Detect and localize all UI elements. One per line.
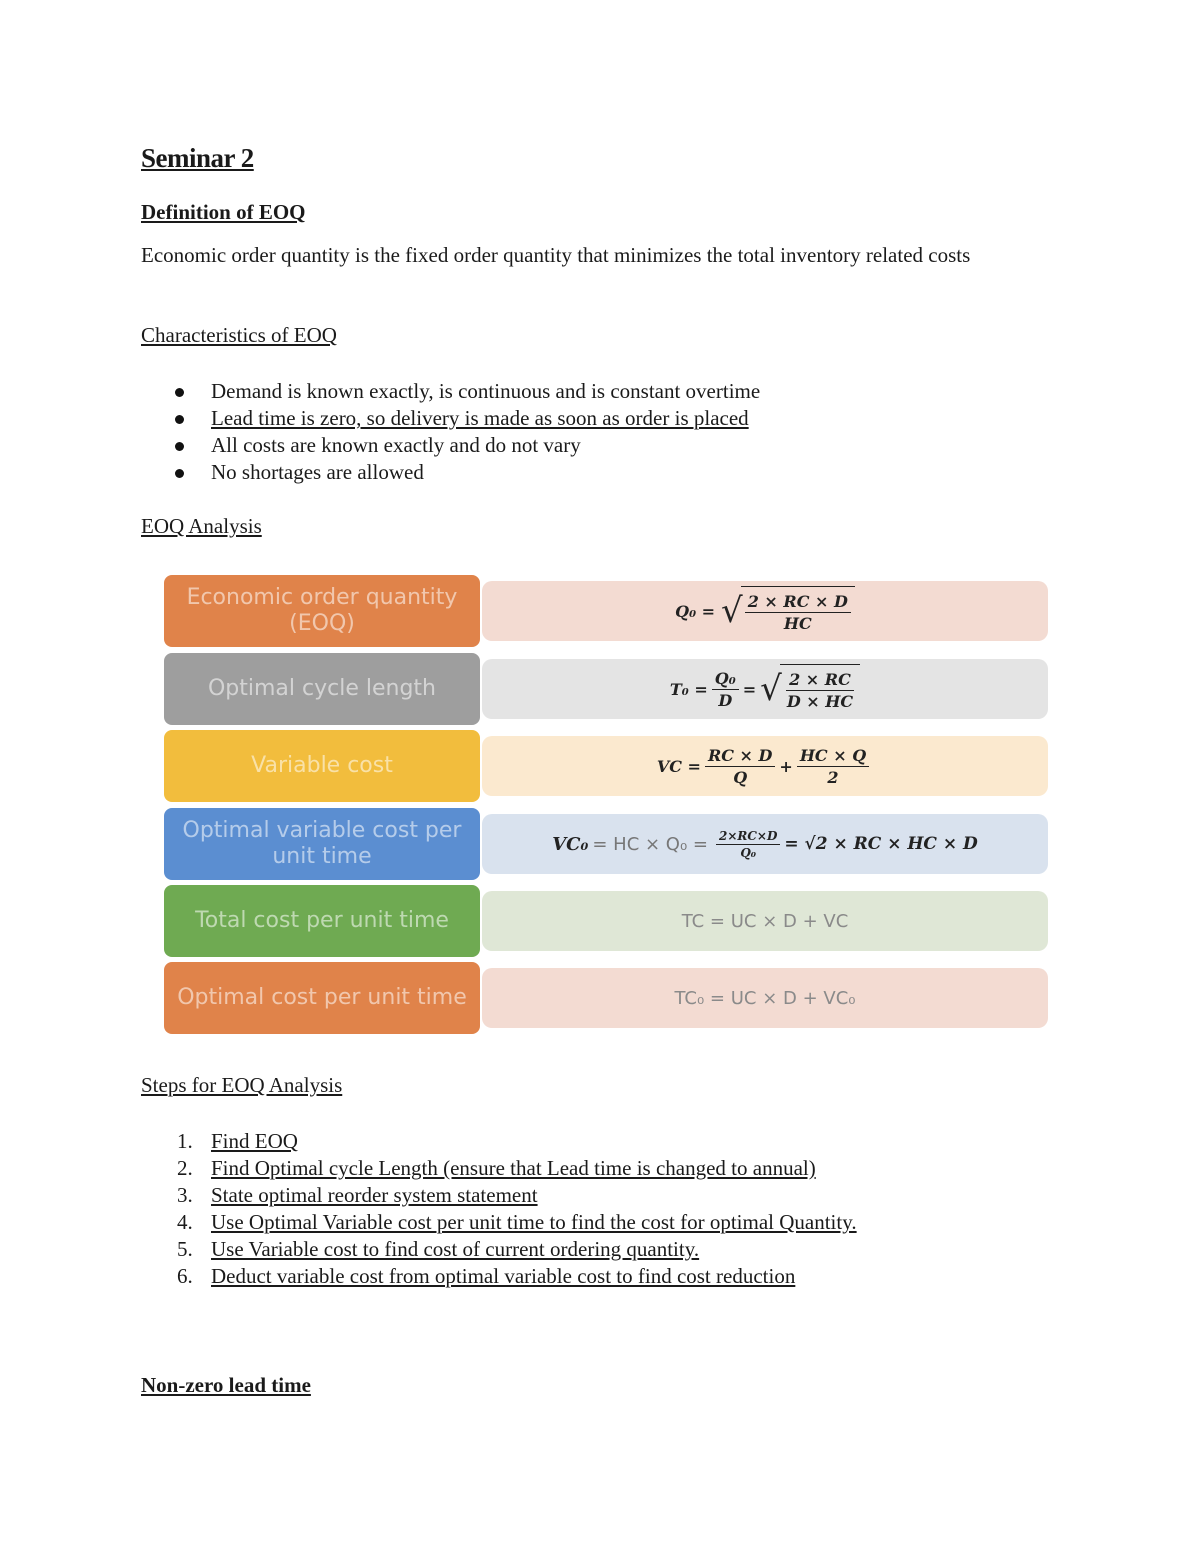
cycle-label: Optimal cycle length (164, 653, 480, 725)
formula-rhs: = √2 × RC × HC × D (784, 834, 978, 854)
eoq-row (164, 575, 1048, 647)
formula-den: Q (733, 767, 748, 787)
formula-text: TC₀ = UC × D + VC₀ (674, 987, 856, 1009)
step-text: State optimal reorder system statement (211, 1183, 538, 1207)
nonzero-heading: Non-zero lead time (141, 1373, 311, 1397)
steps-list (141, 1128, 857, 1290)
sqrt: √ $\frac{2 \times RC \times D}{HC}$ (721, 586, 855, 636)
formula-num: 2×RC×D (716, 829, 780, 845)
formula-den: D × HC (786, 692, 854, 711)
cycle-row (164, 653, 1048, 725)
formula-den: 2 (827, 767, 839, 787)
variable-cost-formula (482, 736, 1048, 796)
total-cost-label: Total cost per unit time (164, 885, 480, 957)
formula-num: Q₀ (712, 669, 739, 690)
list-item: 6. Deduct variable cost from optimal variable cost to find cost reduction (177, 1264, 796, 1288)
formula-text: TC = UC × D + VC (681, 910, 849, 932)
optimal-variable-cost-label: Optimal variable cost per unit time (164, 808, 480, 880)
list-item: 3. State optimal reorder system statement (177, 1183, 538, 1207)
step-text: Use Variable cost to find cost of current ordering quantity. (211, 1237, 700, 1261)
formula-den: Q₀ (740, 845, 757, 860)
optimal-cost-label: Optimal cost per unit time (164, 962, 480, 1034)
list-item: 4. Use Optimal Variable cost per unit time to find the cost for optimal Quantity. (177, 1210, 857, 1234)
list-item: 5. Use Variable cost to find cost of current ordering quantity. (177, 1237, 700, 1261)
step-text: Find EOQ (211, 1129, 298, 1153)
total-cost-formula (482, 891, 1048, 951)
formula-lhs: T₀ = (669, 679, 708, 699)
definition-text: Economic order quantity is the fixed order quantity that minimizes the total inventory related costs (141, 243, 971, 267)
formula-mid: = HC × Q₀ = (592, 833, 708, 855)
variable-cost-row (164, 730, 1048, 802)
step-text: Find Optimal cycle Length (ensure that Lead time is changed to annual) (211, 1156, 816, 1180)
formula-eq: = (742, 679, 757, 699)
list-item: 2. Find Optimal cycle Length (ensure that Lead time is changed to annual) (177, 1156, 816, 1180)
eoq-label: Economic order quantity (EOQ) (164, 575, 480, 647)
list-item: Lead time is zero, so delivery is made as soon as order is placed (141, 405, 760, 432)
formula-lhs: VC₀ (552, 833, 589, 855)
step-text: Use Optimal Variable cost per unit time to find the cost for optimal Quantity. (211, 1210, 857, 1234)
optimal-cost-formula (482, 968, 1048, 1028)
page-title: Seminar 2 (141, 143, 254, 173)
formula-den: D (718, 690, 733, 710)
eoq-formula (482, 581, 1048, 641)
variable-cost-label: Variable cost (164, 730, 480, 802)
formula-num: 2 × RC × D (745, 592, 851, 613)
list-item: No shortages are allowed (141, 459, 760, 486)
formula-plus: + (779, 756, 793, 776)
list-item: Demand is known exactly, is continuous and is constant overtime (141, 378, 760, 405)
list-item: 1. Find EOQ (177, 1129, 298, 1153)
formula-num: HC × Q (797, 746, 869, 767)
optimal-variable-cost-formula (482, 814, 1048, 874)
cycle-formula (482, 659, 1048, 719)
analysis-heading: EOQ Analysis (141, 514, 262, 538)
total-cost-row (164, 885, 1048, 957)
sqrt: √ $\frac{2 \times RC}{D \times HC}$ (760, 664, 860, 714)
formula-lhs: Q₀ = (675, 601, 716, 621)
formula-lhs: VC = (656, 756, 701, 776)
formula-den: HC (783, 614, 812, 633)
characteristics-heading: Characteristics of EOQ (141, 323, 337, 347)
optimal-cost-row (164, 962, 1048, 1034)
formula-num: RC × D (705, 746, 775, 767)
formula-num: 2 × RC (786, 670, 854, 691)
optimal-variable-cost-row (164, 808, 1048, 880)
list-item: All costs are known exactly and do not vary (141, 432, 760, 459)
step-text: Deduct variable cost from optimal variable cost to find cost reduction (211, 1264, 796, 1288)
steps-heading: Steps for EOQ Analysis (141, 1073, 343, 1097)
definition-heading: Definition of EOQ (141, 200, 306, 224)
characteristics-list (141, 378, 760, 486)
